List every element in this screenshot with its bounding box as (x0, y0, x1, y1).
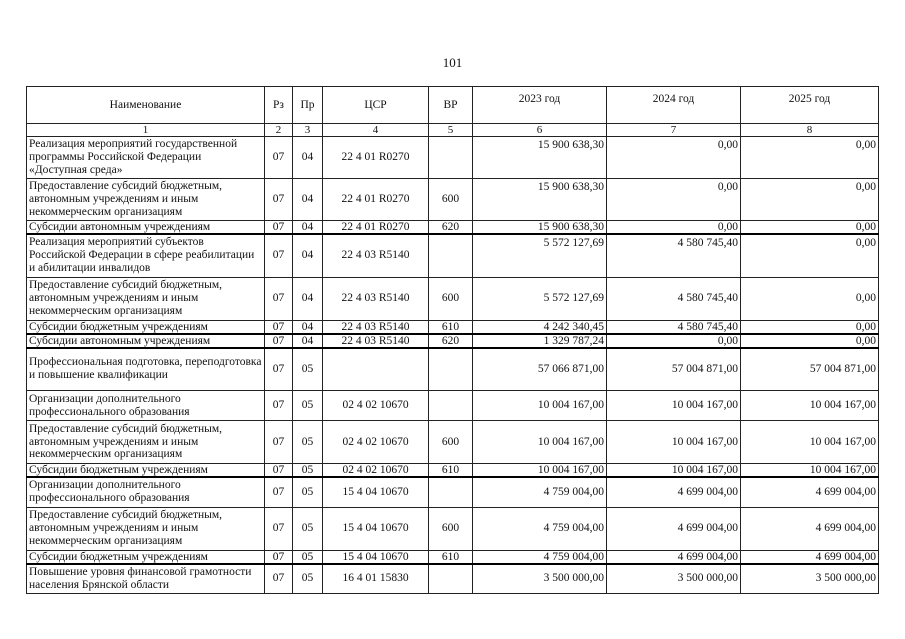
header-2023: 2023 год (473, 87, 607, 124)
row-2025: 0,00 (741, 137, 879, 179)
row-rz: 07 (265, 320, 293, 334)
row-rz: 07 (265, 348, 293, 391)
row-2023: 10 004 167,00 (473, 464, 607, 478)
row-rz: 07 (265, 421, 293, 464)
row-name: Субсидии автономным учреждениям (27, 334, 265, 348)
row-pr: 04 (293, 334, 323, 348)
row-2024: 3 500 000,00 (607, 564, 741, 594)
row-pr: 05 (293, 421, 323, 464)
row-2023: 15 900 638,30 (473, 221, 607, 235)
row-vr: 620 (429, 221, 473, 235)
row-2025: 10 004 167,00 (741, 391, 879, 421)
row-2023: 5 572 127,69 (473, 277, 607, 320)
row-2025: 10 004 167,00 (741, 421, 879, 464)
row-2025: 3 500 000,00 (741, 564, 879, 594)
row-2023: 1 329 787,24 (473, 334, 607, 348)
page-number: 101 (442, 55, 463, 70)
row-csr (323, 348, 429, 391)
row-csr: 22 4 03 R5140 (323, 277, 429, 320)
row-2023: 4 759 004,00 (473, 477, 607, 507)
column-number: 5 (429, 124, 473, 137)
row-pr: 05 (293, 348, 323, 391)
row-2024: 4 580 745,40 (607, 320, 741, 334)
column-number: 2 (265, 124, 293, 137)
row-pr: 05 (293, 550, 323, 564)
row-vr (429, 477, 473, 507)
row-rz: 07 (265, 564, 293, 594)
row-csr: 02 4 02 10670 (323, 421, 429, 464)
header-row (27, 87, 879, 124)
row-pr: 04 (293, 221, 323, 235)
table-row (27, 550, 879, 564)
row-name: Предоставление субсидий бюджетным, автономным учреждениям и иным некоммерческим организациям (27, 421, 265, 464)
row-name: Субсидии бюджетным учреждениям (27, 550, 265, 564)
row-csr: 22 4 03 R5140 (323, 320, 429, 334)
row-2023: 4 242 340,45 (473, 320, 607, 334)
table-row (27, 277, 879, 320)
row-vr (429, 137, 473, 179)
row-rz: 07 (265, 137, 293, 179)
table-row (27, 507, 879, 550)
row-name: Профессиональная подготовка, переподготовка и повышение квалификации (27, 348, 265, 391)
column-number: 8 (741, 124, 879, 137)
row-rz: 07 (265, 277, 293, 320)
header-name: Наименование (27, 87, 265, 124)
row-vr (429, 234, 473, 277)
table-row (27, 334, 879, 348)
row-2024: 4 699 004,00 (607, 477, 741, 507)
row-csr: 02 4 02 10670 (323, 391, 429, 421)
row-vr: 610 (429, 320, 473, 334)
table-row (27, 564, 879, 594)
row-vr: 610 (429, 550, 473, 564)
row-rz: 07 (265, 550, 293, 564)
row-vr: 620 (429, 334, 473, 348)
row-2025: 4 699 004,00 (741, 550, 879, 564)
header-2025: 2025 год (741, 87, 879, 124)
row-2024: 10 004 167,00 (607, 391, 741, 421)
row-csr: 22 4 01 R0270 (323, 221, 429, 235)
row-2024: 0,00 (607, 137, 741, 179)
row-rz: 07 (265, 221, 293, 235)
row-name: Субсидии автономным учреждениям (27, 221, 265, 235)
header-rz: Рз (265, 87, 293, 124)
row-pr: 04 (293, 320, 323, 334)
row-2024: 4 699 004,00 (607, 550, 741, 564)
row-csr: 15 4 04 10670 (323, 507, 429, 550)
table-row (27, 348, 879, 391)
row-vr (429, 348, 473, 391)
row-2023: 4 759 004,00 (473, 507, 607, 550)
row-name: Предоставление субсидий бюджетным, автономным учреждениям и иным некоммерческим организациям (27, 507, 265, 550)
table-row (27, 391, 879, 421)
row-name: Предоставление субсидий бюджетным, автономным учреждениям и иным некоммерческим организациям (27, 179, 265, 221)
table-row (27, 234, 879, 277)
row-2024: 10 004 167,00 (607, 421, 741, 464)
row-pr: 05 (293, 477, 323, 507)
table-row (27, 464, 879, 478)
row-2023: 15 900 638,30 (473, 179, 607, 221)
row-vr (429, 391, 473, 421)
row-name: Повышение уровня финансовой грамотности населения Брянской области (27, 564, 265, 594)
row-name: Субсидии бюджетным учреждениям (27, 464, 265, 478)
row-pr: 05 (293, 564, 323, 594)
row-name: Реализация мероприятий субъектов Российской Федерации в сфере реабилитации и абилитации инвалидов (27, 234, 265, 277)
row-vr: 600 (429, 179, 473, 221)
row-2025: 0,00 (741, 277, 879, 320)
row-2025: 0,00 (741, 320, 879, 334)
row-2024: 0,00 (607, 334, 741, 348)
row-2025: 10 004 167,00 (741, 464, 879, 478)
row-vr: 600 (429, 507, 473, 550)
row-2024: 0,00 (607, 221, 741, 235)
row-csr: 22 4 01 R0270 (323, 179, 429, 221)
table-row (27, 179, 879, 221)
column-number: 3 (293, 124, 323, 137)
row-2025: 0,00 (741, 334, 879, 348)
row-2024: 4 580 745,40 (607, 234, 741, 277)
row-2025: 4 699 004,00 (741, 477, 879, 507)
row-2025: 0,00 (741, 221, 879, 235)
row-pr: 05 (293, 507, 323, 550)
row-2023: 3 500 000,00 (473, 564, 607, 594)
row-2023: 15 900 638,30 (473, 137, 607, 179)
budget-table (26, 86, 879, 594)
row-rz: 07 (265, 477, 293, 507)
header-2024: 2024 год (607, 87, 741, 124)
row-vr: 610 (429, 464, 473, 478)
row-name: Организации дополнительного профессионального образования (27, 477, 265, 507)
header-csr: ЦСР (323, 87, 429, 124)
row-2025: 0,00 (741, 234, 879, 277)
table-row (27, 477, 879, 507)
row-2024: 57 004 871,00 (607, 348, 741, 391)
header-vr: ВР (429, 87, 473, 124)
row-2024: 4 580 745,40 (607, 277, 741, 320)
row-rz: 07 (265, 179, 293, 221)
row-name: Субсидии бюджетным учреждениям (27, 320, 265, 334)
row-pr: 04 (293, 234, 323, 277)
table-row (27, 421, 879, 464)
table-row (27, 320, 879, 334)
column-number: 7 (607, 124, 741, 137)
row-rz: 07 (265, 234, 293, 277)
row-2025: 57 004 871,00 (741, 348, 879, 391)
row-rz: 07 (265, 507, 293, 550)
row-2023: 10 004 167,00 (473, 391, 607, 421)
row-2023: 4 759 004,00 (473, 550, 607, 564)
table-row (27, 221, 879, 235)
column-number: 6 (473, 124, 607, 137)
row-name: Реализация мероприятий государственной программы Российской Федерации «Доступная среда» (27, 137, 265, 179)
row-2023: 57 066 871,00 (473, 348, 607, 391)
row-2025: 4 699 004,00 (741, 507, 879, 550)
row-2024: 0,00 (607, 179, 741, 221)
row-2024: 10 004 167,00 (607, 464, 741, 478)
header-pr: Пр (293, 87, 323, 124)
row-csr: 15 4 04 10670 (323, 550, 429, 564)
table-row (27, 137, 879, 179)
row-csr: 16 4 01 15830 (323, 564, 429, 594)
row-2023: 5 572 127,69 (473, 234, 607, 277)
column-number: 1 (27, 124, 265, 137)
row-name: Организации дополнительного профессионального образования (27, 391, 265, 421)
row-pr: 04 (293, 137, 323, 179)
row-pr: 05 (293, 464, 323, 478)
row-csr: 02 4 02 10670 (323, 464, 429, 478)
column-number: 4 (323, 124, 429, 137)
row-csr: 15 4 04 10670 (323, 477, 429, 507)
row-rz: 07 (265, 464, 293, 478)
row-pr: 04 (293, 179, 323, 221)
row-2024: 4 699 004,00 (607, 507, 741, 550)
row-rz: 07 (265, 334, 293, 348)
row-vr: 600 (429, 277, 473, 320)
row-vr: 600 (429, 421, 473, 464)
row-pr: 04 (293, 277, 323, 320)
row-vr (429, 564, 473, 594)
row-rz: 07 (265, 391, 293, 421)
row-2023: 10 004 167,00 (473, 421, 607, 464)
row-csr: 22 4 03 R5140 (323, 334, 429, 348)
row-csr: 22 4 01 R0270 (323, 137, 429, 179)
row-2025: 0,00 (741, 179, 879, 221)
row-csr: 22 4 03 R5140 (323, 234, 429, 277)
column-number-row (27, 124, 879, 137)
row-pr: 05 (293, 391, 323, 421)
row-name: Предоставление субсидий бюджетным, автономным учреждениям и иным некоммерческим организациям (27, 277, 265, 320)
